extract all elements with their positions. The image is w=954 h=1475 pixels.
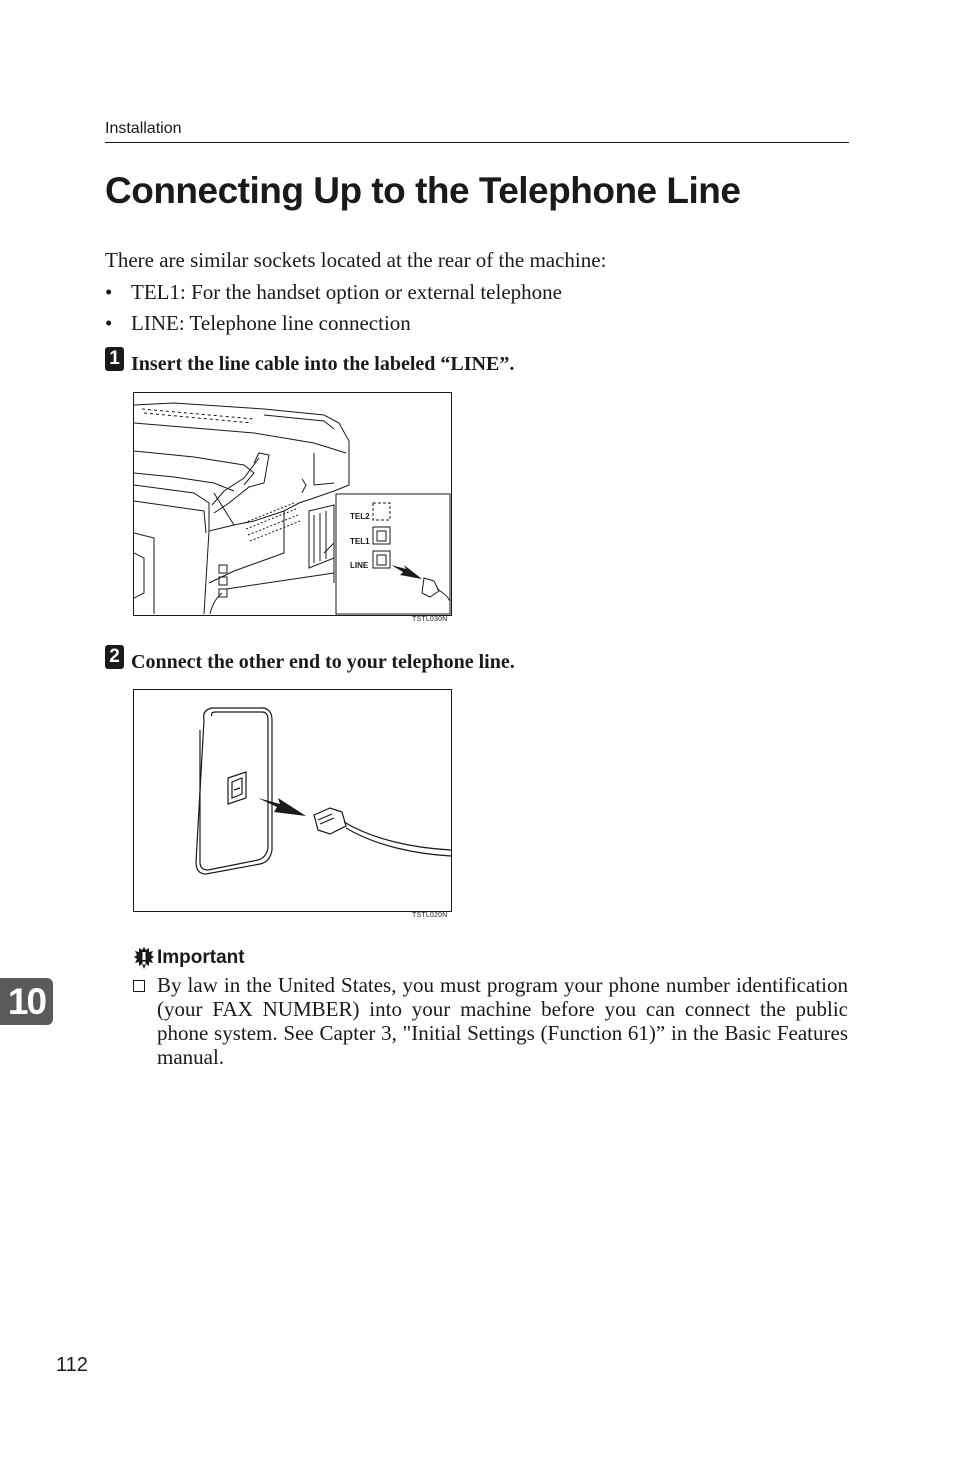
step-instruction: Connect the other end to your telephone line. [131, 651, 515, 673]
socket-label-line: LINE [350, 561, 369, 570]
figure-code: TSTL030N [412, 616, 448, 623]
socket-label-tel2: TEL2 [350, 512, 370, 521]
socket-label-tel1: TEL1 [350, 537, 370, 546]
step-instruction: Insert the line cable into the labeled “LINE”. [131, 353, 515, 375]
intro-paragraph: There are similar sockets located at the rear of the machine: [105, 248, 607, 272]
important-heading: Important [157, 947, 245, 968]
page-title: Connecting Up to the Telephone Line [105, 170, 741, 211]
fax-rear-sockets-illustration [133, 392, 452, 616]
checkbox-bullet-icon [133, 980, 145, 992]
list-item-text: LINE: Telephone line connection [131, 311, 411, 335]
page-number: 112 [56, 1354, 88, 1376]
wall-jack-icon [134, 690, 451, 911]
bullet-marker: • [105, 280, 113, 304]
list-item [105, 280, 562, 305]
step-number-badge: 1 [105, 347, 124, 371]
wall-jack-illustration [133, 689, 452, 912]
chapter-tab: 10 [0, 978, 53, 1025]
figure-code: TSTL020N [412, 912, 448, 919]
list-item-text: TEL1: For the handset option or external telephone [131, 280, 562, 304]
important-icon [133, 946, 155, 970]
fax-machine-illustration [134, 393, 451, 615]
step-number-badge: 2 [105, 645, 124, 669]
bullet-marker: • [105, 311, 113, 335]
running-header: Installation [105, 120, 182, 137]
list-item [105, 311, 411, 336]
important-note: By law in the United States, you must program your phone number identification (your FAX NUMBER) into your machine before you can connect the public phone system. See Capter 3, "Initial Settings (Function 61)” in the Basic Features manual. [157, 973, 848, 1069]
header-rule [105, 142, 849, 143]
